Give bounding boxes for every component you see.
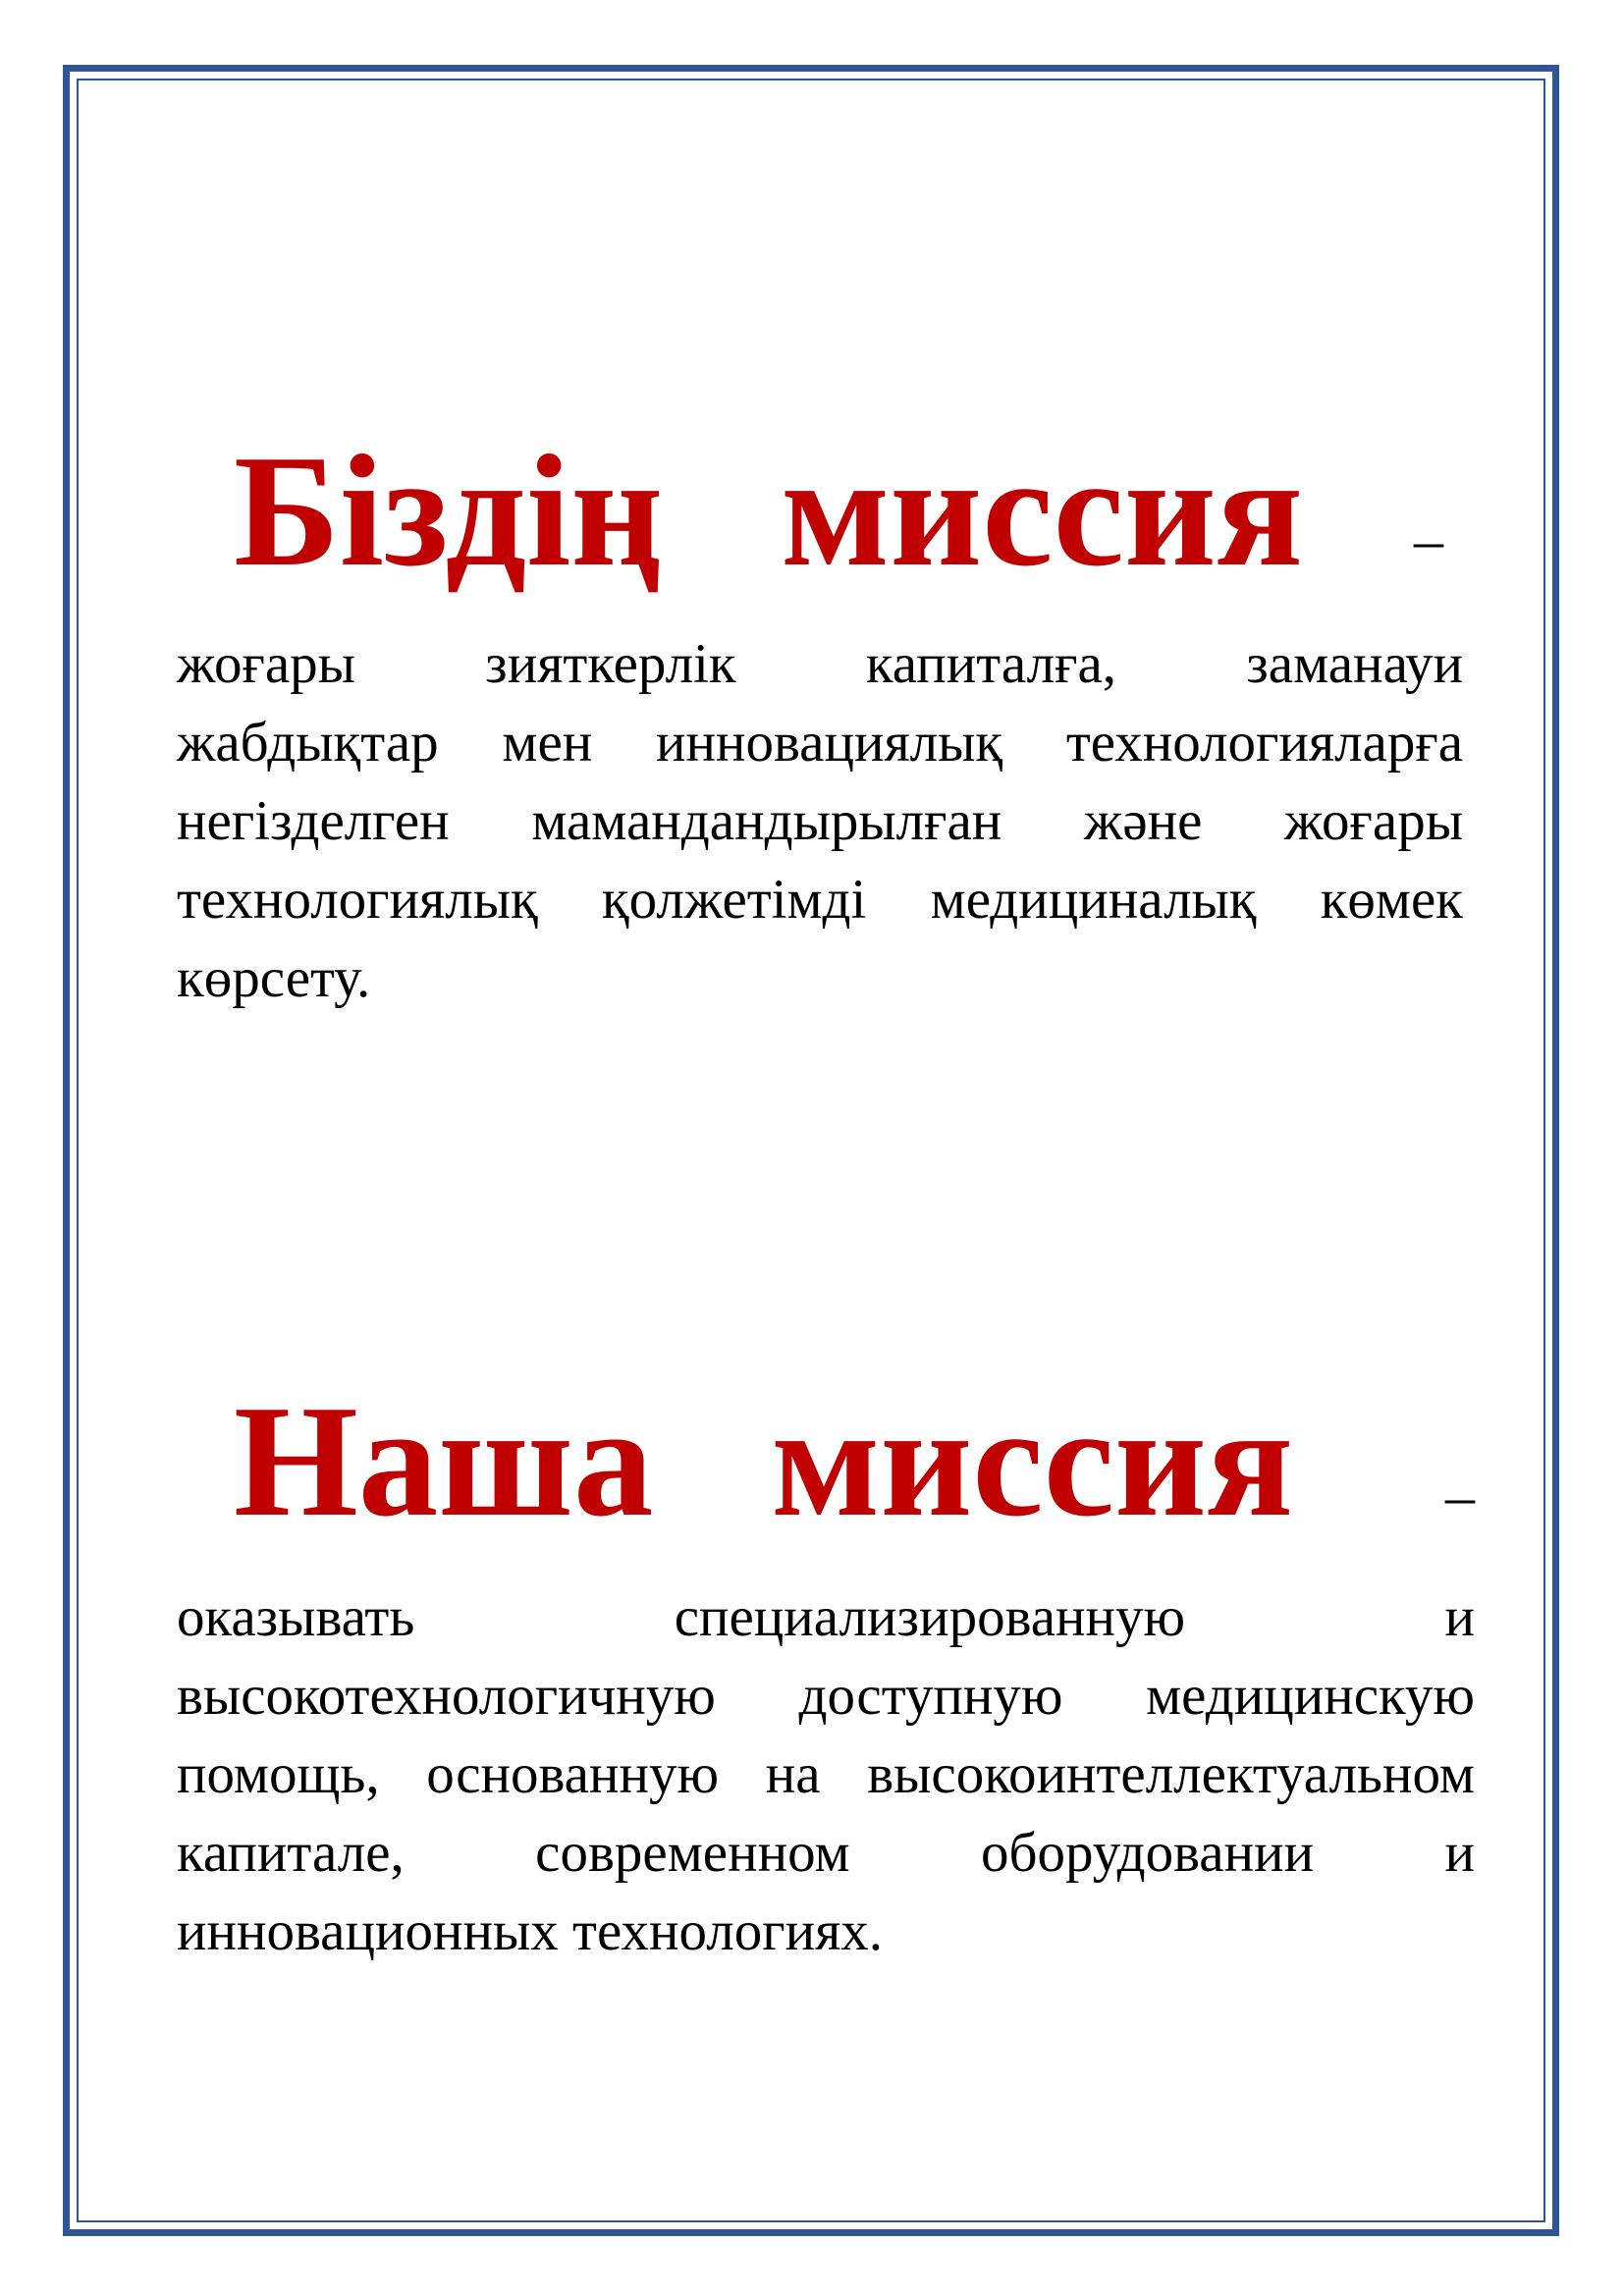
- russian-heading-word1: Наша: [234, 1373, 654, 1550]
- kazakh-text-line-1: жоғары зияткерлік капиталға, заманауи: [177, 633, 1463, 695]
- russian-mission-heading: [234, 1373, 1294, 1550]
- russian-text-line-2: высокотехнологичную доступную медицинскую: [177, 1665, 1475, 1727]
- kazakh-text-line-2: жабдықтар мен инновациялық технологияларға: [177, 712, 1463, 774]
- kazakh-mission-heading: [234, 423, 1304, 600]
- russian-heading-word2: миссия: [771, 1373, 1294, 1550]
- russian-text-line-4: капитале, современном оборудовании и: [177, 1822, 1475, 1884]
- kazakh-heading-word1: Біздің: [234, 423, 664, 600]
- russian-text-line-1: оказывать специализированную и: [177, 1586, 1475, 1648]
- kazakh-heading-dash: –: [1414, 507, 1443, 572]
- russian-mission-text: [177, 1578, 1475, 1971]
- kazakh-text-line-4: технологиялық қолжетімді медициналық көмек: [177, 869, 1463, 931]
- kazakh-mission-text: [177, 625, 1463, 1018]
- russian-text-line-3: помощь, основанную на высокоинтеллектуальном: [177, 1743, 1475, 1805]
- kazakh-text-line-3: негізделген мамандандырылған және жоғары: [177, 790, 1463, 852]
- russian-heading-dash: –: [1445, 1464, 1475, 1528]
- kazakh-heading-word2: миссия: [781, 423, 1304, 600]
- russian-text-line-5: инновационных технологиях.: [177, 1900, 884, 1962]
- kazakh-text-line-5: көрсету.: [177, 947, 371, 1009]
